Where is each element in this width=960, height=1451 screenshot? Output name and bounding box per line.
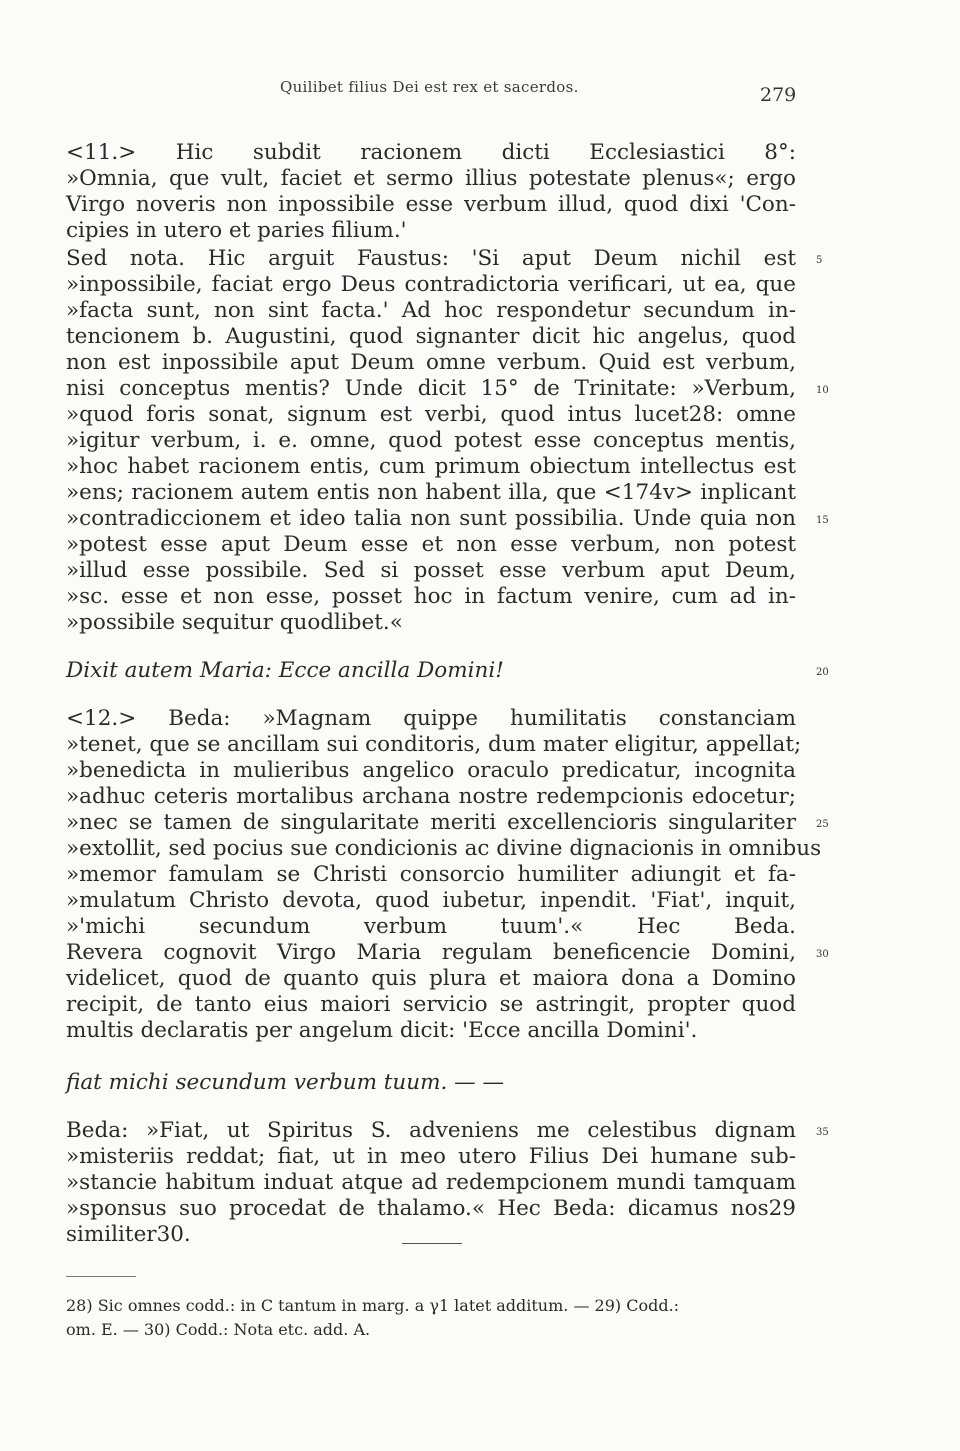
text-line: »igitur verbum, i. e. omne, quod potest esse conceptus mentis, [66, 428, 796, 453]
text-line: cipies in utero et paries filium.' [66, 218, 407, 243]
text-line: Beda: »Fiat, ut Spiritus S. adveniens me celestibus dignam [66, 1118, 796, 1143]
text-line: »potest esse aput Deum esse et non esse verbum, non potest [66, 532, 796, 557]
text-line: <12.> Beda: »Magnam quippe humilitatis constanciam [66, 706, 796, 731]
page-number: 279 [760, 84, 797, 106]
text-line: »'michi secundum verbum tuum'.« Hec Beda. [66, 914, 796, 939]
text-line: »inpossibile, faciat ergo Deus contradictoria verificari, ut ea, que [66, 272, 796, 297]
text-line: videlicet, quod de quanto quis plura et maiora dona a Domino [66, 966, 796, 991]
text-line: »hoc habet racionem entis, cum primum obiectum intellectus est [66, 454, 796, 479]
text-line: »illud esse possibile. Sed si posset esse verbum aput Deum, [66, 558, 796, 583]
section-divider [402, 1243, 462, 1244]
text-line: Sed nota. Hic arguit Faustus: 'Si aput Deum nichil est [66, 246, 796, 271]
text-line: »nec se tamen de singularitate meriti excellencioris singulariter [66, 810, 796, 835]
text-line: »adhuc ceteris mortalibus archana nostre redempcionis edocetur; [66, 784, 796, 809]
margin-line-number: 20 [816, 667, 829, 678]
text-line: Virgo noveris non inpossibile esse verbum illud, quod dixi 'Con- [66, 192, 796, 217]
text-line: »stancie habitum induat atque ad redempcionem mundi tamquam [66, 1170, 796, 1195]
text-line: »ens; racionem autem entis non habent illa, que <174v> inplicant [66, 480, 796, 505]
text-line: multis declaratis per angelum dicit: 'Ecce ancilla Domini'. [66, 1018, 698, 1043]
text-line: tencionem b. Augustini, quod signanter dicit hic angelus, quod [66, 324, 796, 349]
text-line: »tenet, que se ancillam sui conditoris, dum mater eligitur, appellat; [66, 732, 802, 757]
text-line: »benedicta in mulieribus angelico oraculo predicatur, incognita [66, 758, 796, 783]
margin-line-number: 5 [816, 255, 823, 266]
text-line: »mulatum Christo devota, quod iubetur, inpendit. 'Fiat', inquit, [66, 888, 796, 913]
text-line: »sc. esse et non esse, posset hoc in factum venire, cum ad in- [66, 584, 796, 609]
margin-line-number: 15 [816, 515, 829, 526]
text-line: »contradiccionem et ideo talia non sunt possibilia. Unde quia non [66, 506, 796, 531]
text-line: similiter30. [66, 1222, 191, 1247]
text-line: <11.> Hic subdit racionem dicti Ecclesiastici 8°: [66, 140, 796, 165]
text-line: recipit, de tanto eius maiori servicio se astringit, propter quod [66, 992, 796, 1017]
margin-line-number: 30 [816, 949, 829, 960]
text-line: »sponsus suo procedat de thalamo.« Hec Beda: dicamus nos29 [66, 1196, 796, 1221]
text-line: non est inpossibile aput Deum omne verbum. Quid est verbum, [66, 350, 796, 375]
lemma-heading: Dixit autem Maria: Ecce ancilla Domini! [66, 658, 504, 683]
text-line: Revera cognovit Virgo Maria regulam beneficencie Domini, [66, 940, 796, 965]
margin-line-number: 10 [816, 385, 829, 396]
footnote-rule [66, 1276, 136, 1277]
text-line: »facta sunt, non sint facta.' Ad hoc respondetur secundum in- [66, 298, 796, 323]
footnote-line: 28) Sic omnes codd.: in C tantum in marg. a γ1 latet additum. — 29) Codd.: [66, 1296, 680, 1315]
running-head: Quilibet filius Dei est rex et sacerdos. [280, 78, 579, 96]
text-line: »possibile sequitur quodlibet.« [66, 610, 403, 635]
text-line: »Omnia, que vult, faciet et sermo illius potestate plenus«; ergo [66, 166, 796, 191]
text-line: »memor famulam se Christi consorcio humiliter adiungit et fa- [66, 862, 796, 887]
text-line: »misteriis reddat; fiat, ut in meo utero Filius Dei humane sub- [66, 1144, 796, 1169]
margin-line-number: 35 [816, 1127, 829, 1138]
text-line: »quod foris sonat, signum est verbi, quod intus lucet28: omne [66, 402, 796, 427]
lemma-heading: fiat michi secundum verbum tuum. — — [66, 1070, 505, 1095]
text-line: »extollit, sed pocius sue condicionis ac divine dignacionis in omnibus [66, 836, 822, 861]
footnote-line: om. E. — 30) Codd.: Nota etc. add. A. [66, 1320, 371, 1339]
margin-line-number: 25 [816, 819, 829, 830]
text-line: nisi conceptus mentis? Unde dicit 15° de Trinitate: »Verbum, [66, 376, 796, 401]
